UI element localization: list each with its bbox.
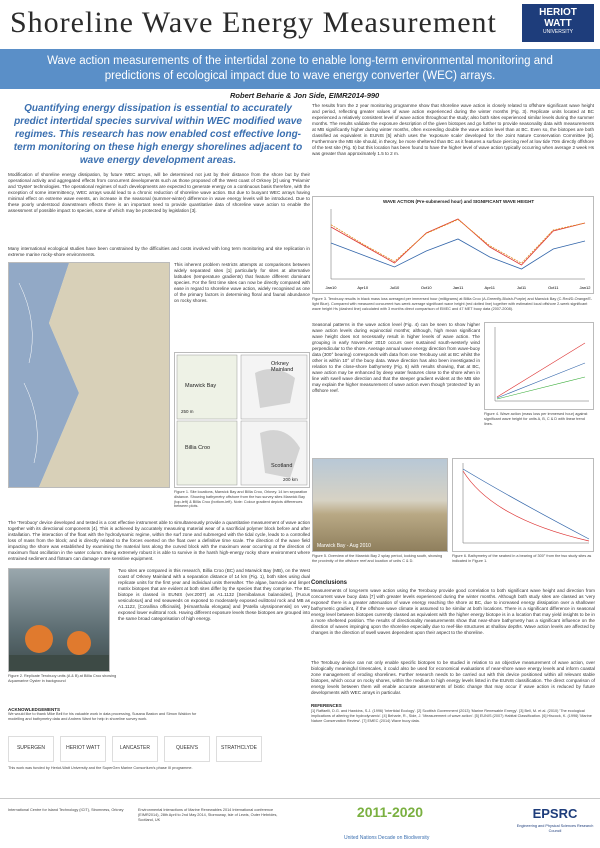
left-paragraph-2: Many international ecological studies have been constrained by the difficulties and costs involved with long term monitoring and site replication in extreme marine rocky-shore environments.	[8, 246, 310, 257]
series-line-Hs	[331, 220, 585, 264]
conclusions-paragraph-2: The Terobuoy device can not only enable specific biotopes to be studied in relation to an objective measurement of wave action, over biologically meaningful timescales, it could also be used for economical evaluations of near-shore wave energy levels and inform coastal zone management of eroding shorelines. Further research needs to be carried out with this device positioned within all relevant stable biotopes, which occur on rocky shores, within the medium to high energy levels listed in the EUNIS classification. The direct comparison of energy levels between them will enable accurate assessments of biotic change that may occur if wave action is reduced by future developments with WEC arrays in particular.	[311, 660, 595, 695]
references: [1] Raffaelli, D.G. and Hawkins, S.J. (1996) 'Intertidal Ecology'. [2] Scottish Government (2013) 'Marine Renewable Energy'. [3] Bell, M. et al. (2010) 'The ecological implications of altering the hydrodynamic'. [4] Beharie, R., Side, J. 'Measurement of wave action'. [5] EUNIS (2007) Habitat Classification. [6] Hiscock, K. (1996) 'Marine Nature Conservation Review'. [7] EMEC (2014) Wave buoy data.	[311, 709, 592, 723]
x-tick-label: Jan11	[452, 285, 464, 290]
conclusions-title: Conclusions	[311, 580, 348, 586]
map-scale-large: 200 km	[283, 477, 298, 482]
chart-title: WAVE ACTION (Pre-submersed hour) and SIGNIFICANT WAVE HEIGHT	[383, 199, 535, 204]
poster-title: Shoreline Wave Energy Measurement	[10, 6, 497, 39]
supergen-logo: SUPERGEN	[8, 736, 54, 762]
scatter-graphic	[485, 323, 593, 409]
map-scale-small: 250 m	[181, 409, 194, 414]
figure-6-caption: Figure 6. Bathymetry of the seabed in a bearing of 300° from the two study sites as indicated in Figure 1.	[452, 554, 592, 563]
figure-3-caption: Figure 3. Terobuoy results in black mass loss averaged per immersed hour (milligrams) at Billia Croo (A-Greenfly-Bluish-Purple) and Marwick Bay (C-Red/D-Orange/E-light Blue). Compared with measured concurrent two-week average significant wave height (red dotted line) together with estimated local offshore 2-week significant wave height Hs (dashed line) calculated with 3 months direct comparison of EMEC and 47 MET buoy data (2007-2008).	[312, 297, 593, 311]
support-text: This work was funded by Heriot-Watt University and the SuperGen Marine Consortium's phase III programme.	[8, 766, 193, 770]
bathymetry-map	[8, 262, 170, 488]
x-tick-label: Jan10	[325, 285, 337, 290]
map-label-scotland: Scotland	[271, 463, 293, 469]
map-label-billia: Billia Croo	[185, 445, 211, 451]
site-map-figure	[174, 352, 310, 488]
ack-text: We would like to thank Mike Bell for his valuable work in data processing, Susana Baston and Simon Waldon for modelling and bathymetry data and Andrew Want for help in shoreline survey work.	[8, 712, 197, 721]
series-line-A	[331, 239, 585, 269]
lancaster-logo: LANCASTER	[112, 736, 158, 762]
heriot-watt-small-logo: HERIOT WATT	[60, 736, 106, 762]
x-tick-label: Oct10	[420, 285, 432, 290]
figure-3-chart	[312, 196, 594, 294]
figure-6-bathymetry	[452, 458, 594, 552]
un-decade-text: United Nations Decade on Biodiversity	[344, 835, 430, 841]
map-graphic	[9, 263, 169, 487]
contact-text: International Centre for Island Technology (ICIT), Stromness, Orkney	[8, 808, 124, 812]
x-tick-label: Jul11	[516, 285, 527, 290]
x-tick-label: Apr11	[484, 285, 495, 290]
subtitle-banner: Wave action measurements of the intertidal zone to enable long-term environmental monitoring and predictions of ecological impact due to wave energy converter (WEC) arrays.	[0, 49, 600, 89]
map-label-marwick: Marwick Bay	[185, 383, 217, 389]
figure-5-caption: Figure 5. Overview of the Marwick Bay 2 splay period, looking south, showing the proximity of the offshore reef and location of units C & D.	[312, 554, 443, 563]
left-paragraph-5: Two sites are compared in this research, Billia Croo (BC) and Marwick Bay (MB), on the West coast of Orkney Mainland with a separation distance of 14 km (Fig. 1), both sites using dual replicate units for the first year and individual units thereafter. The algae, barnacle and limpet matrix biotopes that are evident at both sites differ by the species that they comprise. The BC biotope is classed in EUNIS (ver.2007) as A1.1132 [Semibalanus balanoides], [Fucus vesiculosus] and red seaweeds on exposed to moderately exposed eulittoral rock and MB as A1.1122, [Corallina officinalis], [Himanthalia elongata] and [Patella ulyssiponensis] on very exposed lower eulittoral rock. Having different exposure levels these biotopes are grouped into the same broad categorisation of high energy.	[118, 568, 310, 621]
refs-title: REFERENCES	[311, 703, 342, 708]
left-paragraph-4: The 'Terobuoy' device developed and tested is a cost effective instrument able to simultaneously provide a quantitative measurement of wave action together with its directional components [4]. This is achieved by accurately measuring material wear of a sacrificial polymer block before and after installation. The interaction of the float with the hydrodynamic regime, within the surf zone and submerged with the tidal cycle, leads to a controlled loss of mass from the block; and is directly related to the forces exerted on the float over a definitive time scale. The direction of the wave field impacting the shore was established by examining the material loss along the curved block with the maximum wear occurring at the direction of maximum float oscillation in the water column. Being extremely robust it is able to survive in the harsh high-energy rocky shore environment where entrained sediment and flotsam can damage more sensitive equipment.	[8, 520, 310, 561]
epsrc-subtitle: Engineering and Physical Sciences Research Council	[516, 824, 594, 833]
conclusions-paragraph-1: Measurements of long-term wave action using the Terobuoy provide good correlation to both significant wave height and direction from concurrent wave buoy data [7] with greater levels experienced during the winter months. Although both study sites are classed as 'very exposed' there is a greater attenuation of wave energy reaching the shore at BC, due to increased energy dissipation over a shallower bathymetric gradient, if the offshore wave climate is assumed to be similar at both locations. There is a significant difference in seasonal energy level between biotopes currently classed as equivalent with the higher energy biotope is in a location that may yield insights to be in a more sheltered position. The results of directionality measurements show that near-shore bathymetry has a significant influence on the direction of waves impinging upon the shoreline especially due to reef-like structures at shallow depths. Wave action levels are affected by changes in the direction of swell waves dependent upon their aspect to the shoreline.	[311, 588, 595, 635]
queens-logo: QUEEN'S	[164, 736, 210, 762]
epsrc-logo: EPSRC	[532, 806, 578, 821]
x-tick-label: Apr10	[357, 285, 369, 290]
figure-4-caption: Figure 4. Wave action (mass loss per immersed hour) against significant wave height for units A, B, C & D with linear trend lines.	[484, 412, 588, 426]
photo-label: Marwick Bay - Aug 2010	[317, 543, 371, 549]
poster-header	[0, 0, 600, 48]
left-paragraph-1: Modification of shoreline energy dissipation, by future WEC arrays, will be determined not just by their distance from the shore but by their operational activity and aggregated effects from concurrent developments such as those proposed off the West coast of Orkney [2] using 'Pelamis' and 'Oyster' technologies. The operational regimes of such developments are expected to generate energy on a continuous basis therefore, with the exception of some intermittency, WEC arrays would lead to a chronic reduction of shoreline wave action. But due to buoyant WEC arrays having minimal effect on extreme wave events, an increase in the seasonal (summer-winter) difference in wave energy levels will be introduced. Due to these poorly understood downstream effects there is an important need to provide quantitative data of shoreline wave action to enable the assessment of possible impact to species, some of which may be protected by legislation [3].	[8, 172, 310, 213]
authors: Robert Beharie & Jon Side, EIMR2014-990	[230, 91, 380, 100]
wave-action-chart	[313, 197, 593, 293]
ack-title: ACKNOWLEDGEMENTS	[8, 707, 60, 712]
terobuoy-photo-graphic	[9, 569, 109, 671]
right-paragraph-2: Seasonal patterns in the wave action level (Fig. 4) can be seen to show higher wave action levels during equinoctial months; although, high mean significant wave height does not necessarily result in higher levels of wave action. The grouping in early November 2010 occurs over sustained south-westerly wind perpendicular to the shore. Average annual wave energy direction from wave-buoy data (300° bearing) corresponds with data from one Terobuoy unit at BC whilst the other is within 10° of the buoy data. Wave direction has also been investigated in relation to the close-shore bathymetry (Fig. 6) with results showing, that at BC, wave action may be enhanced by deep water features close to the shore when in line with swell wave direction and that the steeper gradient evident at the MB site may explain the higher measurement of wave action even though 'protected' by an offshore reef.	[312, 322, 480, 393]
right-paragraph-1: The results from the 2 year monitoring programme show that shoreline wave action is closely related to offshore significant wave height and period, reflecting greater values of wave action experienced during the winter months (Fig. 3). Replicate units located at BC experienced a relatively consistent level of wave action throughout the study; also both sites experienced similar levels during the summer months. The results validate the exposure description of the given biotopes and go further to provide seasonality data with measurements at MB significantly higher during winter months, often exceeding double the wave action level than at BC. Even so, the biotopes are both classified as equivalent in EUNIS [5] which uses the 'exposure scale' developed for the Joint Nature Conservation Committee [6]. Furthermore the MB site should, in theory, be more sheltered than BC as it features a surface piercing reef at low tide 70m directly offshore of the test site (Fig. 5) but this location has been found to have the higher level of wave action typically occurring when average 2 week Hs was greater than approximately 1.5 to 2 m.	[312, 103, 594, 156]
conference-text: Environmental Interactions of Marine Renewables 2014 International conference (EIMR2014), 28th April to 2nd May 2014, Stornoway, Isle of Lewis, Outer Hebrides, Scotland, UK	[138, 808, 278, 822]
figure-2-caption: Figure 2. Replicate Terobuoy units (A & B) at Billia Croo showing Aquamarine Oyster in background	[8, 674, 117, 683]
strathclyde-logo: STRATHCLYDE	[216, 736, 262, 762]
heriot-watt-logo: HERIOT WATT UNIVERSITY	[522, 4, 594, 42]
un-decade-logo: 2011-2020	[356, 804, 424, 820]
marwick-bay-photo	[312, 458, 448, 552]
figure-1-caption: Figure 1. Site locations, Marwick Bay and Billia Croo, Orkney. 14 km separation distance. Showing bathymetry offshore from the two survey sites Marwick Bay (top-left) & Billia Croo (bottom-left). Note: Colour gradient depicts differences between plots.	[174, 490, 308, 509]
figure-4-scatter	[484, 322, 594, 410]
series-line-C	[331, 219, 585, 265]
x-tick-label: Oct11	[548, 285, 559, 290]
left-paragraph-3: This inherent problem restricts attempts at comparisons between widely separated sites [1] particularly for sites at alternative latitudes (temperature gradients) that feature different dominant species. For the first time sites can now be directly compared with ease in regard to shoreline wave action, widely recognised as one of the primary factors in determining floral and faunal abundance on rocky shores.	[174, 262, 310, 303]
x-tick-label: Jan12	[579, 285, 591, 290]
bathymetry-profile-graphic	[453, 459, 593, 551]
footer	[0, 800, 600, 848]
map-label-orkney: Orkney Mainland	[271, 361, 294, 373]
x-tick-label: Jul10	[389, 285, 400, 290]
terobuoy-photo	[8, 568, 110, 672]
footer-divider	[0, 798, 600, 799]
intro-highlight: Quantifying energy dissipation is essential to accurately predict intertidal species survival within WEC modified wave regimes. This research has now enabled cost effective long-term monitoring on these high energy shorelines adjacent to wave energy development areas.	[13, 103, 303, 166]
